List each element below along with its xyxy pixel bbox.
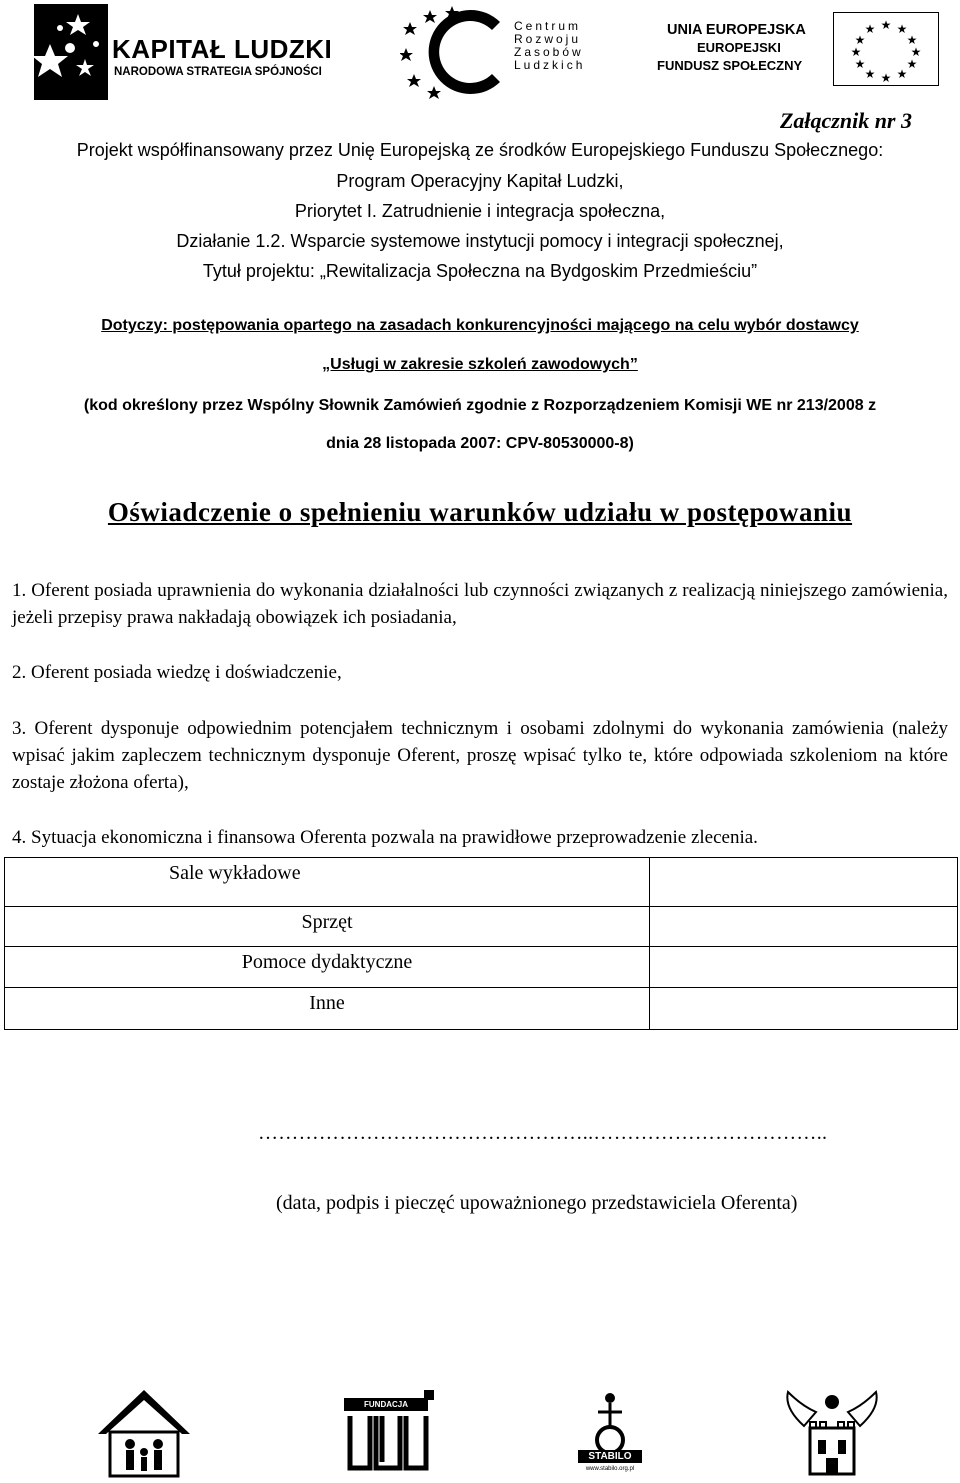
- concerns-line: Dotyczy: postępowania opartego na zasadach konkurencyjności mającego na celu wybór dostawcy: [101, 317, 859, 334]
- cpv-code-line-1: (kod określony przez Wspólny Słownik Zamówień zgodnie z Rozporządzeniem Komisji WE nr 213/2008 z: [83, 397, 877, 414]
- svg-text:★: ★: [896, 22, 908, 36]
- resources-table: [4, 857, 958, 1030]
- header-line-2: Program Operacyjny Kapitał Ludzki,: [336, 171, 624, 191]
- svg-text:★: ★: [864, 67, 876, 81]
- crzl-line-1: Centrum: [514, 19, 582, 33]
- header-line-3: Priorytet I. Zatrudnienie i integracja społeczna,: [294, 201, 666, 221]
- ue-logo: [655, 12, 955, 92]
- kapital-ludzki-subtitle: NARODOWA STRATEGIA SPÓJNOŚCI: [114, 66, 322, 78]
- resource-label-equipment: Sprzęt: [5, 907, 650, 947]
- resource-label-other: Inne: [5, 988, 650, 1030]
- header-line-1: Projekt współfinansowany przez Unię Europejską ze środków Europejskiego Funduszu Społecznego:: [76, 140, 884, 160]
- crzl-emblem: [400, 4, 520, 100]
- stabilo-logo: [580, 1388, 640, 1478]
- point-3: 3. Oferent dysponuje odpowiednim potencjałem technicznym i osobami zdolnymi do wykonania zamówienia (należy wpisać jakim zapleczem technicznym dysponuje Oferent, proszę wpisać tylko te, które odpowiada szkoleniom na które zostaje złożona oferta),: [12, 718, 948, 793]
- svg-text:★: ★: [906, 33, 918, 47]
- crzl-line-2: Rozwoju: [514, 32, 582, 46]
- point-2: 2. Oferent posiada wiedzę i doświadczenie,: [12, 662, 342, 683]
- kapital-ludzki-logo: [30, 4, 340, 100]
- ue-line-3: FUNDUSZ SPOŁECZNY: [657, 58, 803, 73]
- project-title: Tytuł projektu: „Rewitalizacja Społeczna na Bydgoskim Przedmieściu”: [202, 261, 758, 281]
- resource-value-cell[interactable]: [650, 858, 958, 907]
- stabilo-label: STABILO: [578, 1450, 642, 1463]
- statement-title: Oświadczenie o spełnieniu warunków udziału w postępowaniu: [107, 497, 853, 527]
- point-1: 1. Oferent posiada uprawnienia do wykonania działalności lub czynności związanych z realizacją niniejszego zamówienia, jeżeli przepisy prawa nakładają obowiązek ich posiadania,: [12, 580, 948, 628]
- resource-value-cell[interactable]: [650, 947, 958, 988]
- svg-text:★: ★: [910, 45, 922, 59]
- signature-caption: (data, podpis i pieczęć upoważnionego przedstawiciela Oferenta): [276, 1192, 798, 1214]
- svg-text:★: ★: [880, 71, 892, 85]
- crzl-logo: [400, 4, 600, 100]
- crzl-line-3: Zasobów: [514, 45, 584, 59]
- svg-text:★: ★: [880, 18, 892, 32]
- svg-text:★: ★: [850, 45, 862, 59]
- signature-line: …………………………………………..……………………………..: [258, 1122, 828, 1144]
- svg-text:★: ★: [906, 57, 918, 71]
- ue-line-1: UNIA EUROPEJSKA: [667, 22, 806, 38]
- resource-label-teaching-aids: Pomoce dydaktyczne: [5, 947, 650, 988]
- service-line: „Usługi w zakresie szkoleń zawodowych”: [322, 356, 638, 373]
- svg-text:★: ★: [854, 33, 866, 47]
- fundacja-fabryka-logo: [340, 1388, 436, 1478]
- house-family-logo: [96, 1388, 192, 1478]
- svg-text:★: ★: [854, 57, 866, 71]
- crzl-line-4: Ludzkich: [514, 58, 586, 72]
- cpv-code-line-2: dnia 28 listopada 2007: CPV-80530000-8): [326, 435, 634, 452]
- svg-text:★: ★: [864, 22, 876, 36]
- city-crest-logo: [782, 1388, 882, 1478]
- fabryka-label: FUNDACJA FABRYKA: [344, 1398, 428, 1411]
- resource-value-cell[interactable]: [650, 907, 958, 947]
- svg-text:★: ★: [896, 67, 908, 81]
- kapital-ludzki-emblem: [30, 4, 110, 100]
- annex-label: Załącznik nr 3: [779, 108, 912, 133]
- resource-value-cell[interactable]: [650, 988, 958, 1030]
- table-row: [5, 907, 958, 947]
- table-row: [5, 858, 958, 907]
- stabilo-url: www.stabilo.org.pl: [585, 1466, 635, 1472]
- table-row: [5, 947, 958, 988]
- point-4: 4. Sytuacja ekonomiczna i finansowa Oferenta pozwala na prawidłowe przeprowadzenie zlecenia.: [12, 827, 758, 848]
- kapital-ludzki-name: KAPITAŁ LUDZKI: [112, 34, 333, 64]
- crzl-name: [514, 20, 585, 72]
- header-line-4: Działanie 1.2. Wsparcie systemowe instytucji pomocy i integracji społecznej,: [176, 231, 784, 251]
- eu-flag-icon: [833, 12, 939, 86]
- table-row: [5, 988, 958, 1030]
- resource-label-lecture-rooms: Sale wykładowe: [5, 858, 650, 907]
- ue-line-2: EUROPEJSKI: [697, 40, 781, 55]
